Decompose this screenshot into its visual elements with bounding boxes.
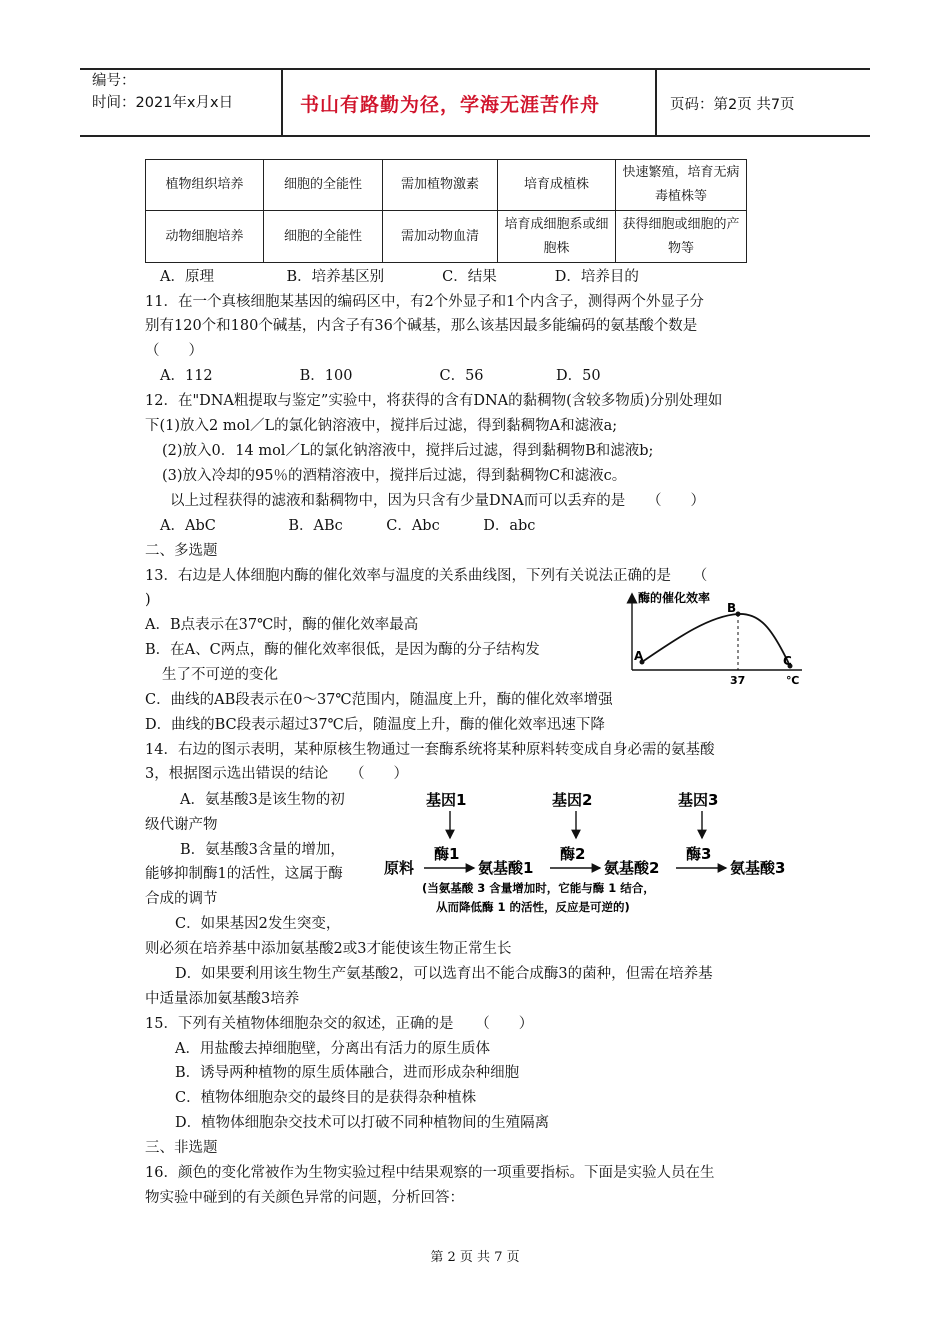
- header-divider-right: [655, 68, 657, 136]
- option-d-cont: 中适量添加氨基酸3培养: [145, 991, 300, 1007]
- enzyme-2: 酶2: [560, 845, 586, 863]
- option-b: B．诱导两种植物的原生质体融合，进而形成杂种细胞: [175, 1065, 520, 1081]
- question-line: 物实验中碰到的有关颜色异常的问题，分析回答：: [145, 1190, 464, 1206]
- table-cell: 培育成植株: [498, 160, 616, 211]
- option-b: B．在A、C两点，酶的催化效率很低，是因为酶的分子结构发: [145, 642, 540, 658]
- option-c: C．曲线的AB段表示在0～37℃范围内，随温度上升，酶的催化效率增强: [145, 692, 613, 708]
- answer-bracket: ): [145, 592, 151, 608]
- section-heading: 三、非选题: [145, 1140, 218, 1156]
- page-footer: 第 2 页 共 7 页: [430, 1250, 520, 1265]
- header-motto: 书山有路勤为径，学海无涯苦作舟: [300, 94, 601, 116]
- label-a: A: [634, 649, 644, 663]
- efficiency-curve: [642, 614, 790, 666]
- question-line: (2)放入0．14 mol／L的氯化钠溶液中，搅拌后过滤，得到黏稠物B和滤液b;: [162, 443, 654, 459]
- table-cell: 需加植物激素: [383, 160, 498, 211]
- raw-material: 原料: [384, 859, 415, 877]
- option-b-cont: 合成的调节: [145, 891, 218, 907]
- header-meta: [92, 70, 233, 114]
- question-line: 11．在一个真核细胞某基因的编码区中，有2个外显子和1个内含子，测得两个外显子分: [145, 294, 704, 310]
- question-line: 16．颜色的变化常被作为生物实验过程中结果观察的一项重要指标。下面是实验人员在生: [145, 1165, 715, 1181]
- point-b: [736, 612, 741, 617]
- enzyme-1: 酶1: [434, 845, 460, 863]
- table-cell: 快速繁殖，培育无病毒植株等: [616, 160, 747, 211]
- gene-3: 基因3: [678, 791, 719, 809]
- option-a: A．氨基酸3是该生物的初: [180, 792, 345, 808]
- gene-1: 基因1: [426, 791, 467, 809]
- option-a: A．用盐酸去掉细胞壁，分离出有活力的原生质体: [175, 1041, 490, 1057]
- section-heading: 二、多选题: [145, 543, 218, 559]
- culture-comparison-table: [145, 159, 747, 263]
- question-line: 以上过程获得的滤液和黏稠物中，因为只含有少量DNA而可以丢弃的是 （ ）: [170, 493, 706, 509]
- table-cell: 细胞的全能性: [264, 211, 383, 263]
- amino-acid-1: 氨基酸1: [478, 859, 534, 877]
- table-cell: 培育成细胞系或细胞株: [498, 211, 616, 263]
- question-line: 12．在"DNA粗提取与鉴定”实验中，将获得的含有DNA的黏稠物(含较多物质)分别处理如: [145, 393, 723, 409]
- table-cell: 需加动物血清: [383, 211, 498, 263]
- option-d: D．植物体细胞杂交技术可以打破不同种植物间的生殖隔离: [175, 1115, 550, 1131]
- option-c-cont: 则必须在培养基中添加氨基酸2或3才能使该生物正常生长: [145, 941, 512, 957]
- option-d: D．曲线的BC段表示超过37℃后，随温度上升，酶的催化效率迅速下降: [145, 717, 605, 733]
- table-cell: 细胞的全能性: [264, 160, 383, 211]
- header-page-info: 页码：第2页 共7页: [670, 97, 795, 113]
- question-line: 13．右边是人体细胞内酶的催化效率与温度的关系曲线图，下列有关说法正确的是 （: [145, 568, 708, 584]
- chart-title: 酶的催化效率: [638, 591, 711, 605]
- enzyme-efficiency-chart: [620, 588, 810, 688]
- time-label: 时间：2021年x月x日: [92, 95, 234, 111]
- serial-label: 编号：: [92, 73, 136, 89]
- amino-acid-2: 氨基酸2: [604, 859, 660, 877]
- header-bottom-rule: [80, 135, 870, 137]
- enzyme-3: 酶3: [686, 845, 712, 863]
- option-a: A．B点表示在37℃时，酶的催化效率最高: [145, 617, 419, 633]
- table-cell: 植物组织培养: [146, 160, 264, 211]
- question-line: 15．下列有关植物体细胞杂交的叙述，正确的是 （ ）: [145, 1016, 534, 1032]
- answer-bracket: （ ）: [145, 343, 203, 359]
- options-line: A．112 B．100 C．56 D．50: [160, 368, 601, 384]
- option-b-cont: 生了不可逆的变化: [162, 667, 278, 683]
- label-c: C: [783, 654, 792, 668]
- question-line: 别有120个和180个碱基，内含子有36个碱基，那么该基因最多能编码的氨基酸个数是: [145, 318, 698, 334]
- label-b: B: [727, 601, 737, 615]
- options-line: A．AbC B．ABc C．Abc D．abc: [160, 518, 536, 534]
- option-c: C．植物体细胞杂交的最终目的是获得杂种植株: [175, 1090, 477, 1106]
- gene-2: 基因2: [552, 791, 593, 809]
- option-b-cont: 能够抑制酶1的活性，这属于酶: [145, 866, 343, 882]
- question-line: 14．右边的图示表明，某种原核生物通过一套酶系统将某种原料转变成自身必需的氨基酸: [145, 742, 715, 758]
- table-cell: 动物细胞培养: [146, 211, 264, 263]
- question-line: 3，根据图示选出错误的结论 （ ）: [145, 766, 408, 782]
- table-row: [146, 211, 747, 263]
- metabolic-pathway-diagram: [382, 786, 812, 918]
- header-divider-left: [281, 68, 283, 136]
- pathway-note-1: (当氨基酸 3 含量增加时，它能与酶 1 结合，: [422, 881, 655, 895]
- unit-label: ℃: [786, 674, 800, 687]
- table-row: [146, 160, 747, 211]
- pathway-note-2: 从而降低酶 1 的活性，反应是可逆的): [436, 900, 630, 914]
- option-c: C．如果基因2发生突变，: [175, 916, 341, 932]
- tick-37: 37: [730, 674, 746, 687]
- question-line: 下(1)放入2 mol／L的氯化钠溶液中，搅拌后过滤，得到黏稠物A和滤液a;: [145, 418, 618, 434]
- table-cell: 获得细胞或细胞的产物等: [616, 211, 747, 263]
- options-line: A．原理 B．培养基区别 C．结果 D．培养目的: [160, 269, 639, 285]
- option-b: B．氨基酸3含量的增加，: [180, 842, 345, 858]
- option-d: D．如果要利用该生物生产氨基酸2，可以选育出不能合成酶3的菌种，但需在培养基: [175, 966, 713, 982]
- amino-acid-3: 氨基酸3: [730, 859, 786, 877]
- option-a-cont: 级代谢产物: [145, 817, 218, 833]
- question-line: (3)放入冷却的95％的酒精溶液中，搅拌后过滤，得到黏稠物C和滤液c。: [162, 468, 627, 484]
